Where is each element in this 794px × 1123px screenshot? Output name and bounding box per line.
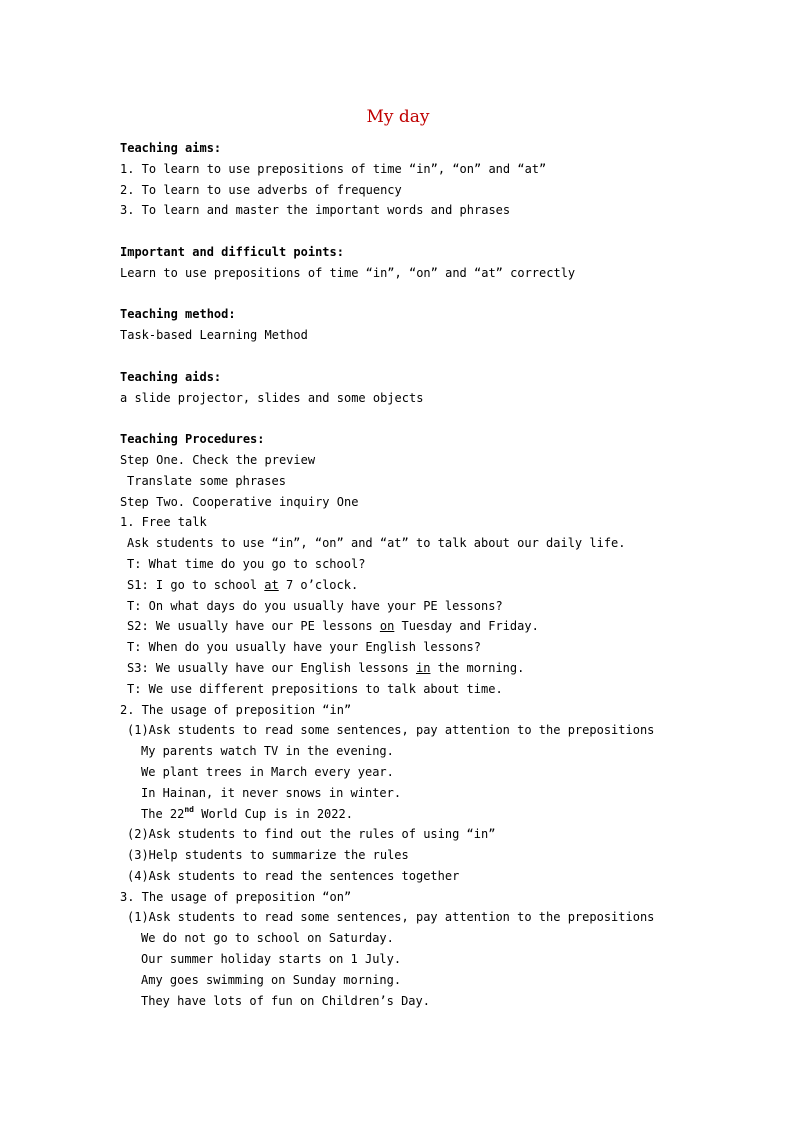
method-text: Task-based Learning Method (120, 328, 308, 343)
document-title: My day (366, 107, 430, 127)
usage-in-step: (4)Ask students to read the sentences together (127, 868, 460, 883)
dialogue-s2-underlined: on (379, 619, 395, 634)
usage-on-heading: 3. The usage of preposition “on” (120, 889, 352, 904)
procedures-heading: Teaching Procedures: (120, 432, 265, 447)
usage-in-step: (1)Ask students to read some sentences, pay attention to the prepositions (127, 723, 655, 738)
document-body (120, 138, 680, 1011)
dialogue-s3 (120, 658, 680, 679)
spacer (120, 284, 680, 305)
dialogue-t4: T: We use different prepositions to talk about time. (127, 681, 503, 696)
usage-on-step: (1)Ask students to read some sentences, pay attention to the prepositions (127, 910, 655, 925)
spacer (120, 408, 680, 429)
example-sentence: My parents watch TV in the evening. (141, 744, 394, 759)
example-sentence: We do not go to school on Saturday. (141, 931, 394, 946)
dialogue-s1-underlined: at (264, 577, 279, 592)
dialogue-s2-pre: S2: We usually have our PE lessons (127, 619, 380, 634)
example-sentence: Amy goes swimming on Sunday morning. (141, 972, 402, 987)
dialogue-s3-pre: S3: We usually have our English lessons (127, 660, 416, 675)
method-heading: Teaching method: (120, 307, 236, 322)
dialogue-t3: T: When do you usually have your English lessons? (127, 640, 482, 655)
points-text: Learn to use prepositions of time “in”, “on” and “at” correctly (120, 265, 576, 280)
ordinal-superscript: nd (184, 804, 194, 814)
example-sentence (120, 804, 680, 825)
dialogue-s1 (120, 575, 680, 596)
example-sentence: We plant trees in March every year. (141, 764, 394, 779)
aims-item: 3. To learn and master the important words and phrases (120, 203, 511, 218)
aids-text: a slide projector, slides and some objects (120, 390, 424, 405)
example-sentence: In Hainan, it never snows in winter. (141, 785, 402, 800)
example-sentence: They have lots of fun on Children’s Day. (141, 993, 430, 1008)
dialogue-t1: T: What time do you go to school? (127, 556, 366, 571)
aims-item: 1. To learn to use prepositions of time “in”, “on” and “at” (120, 161, 547, 176)
step-two: Step Two. Cooperative inquiry One (120, 494, 359, 509)
aids-heading: Teaching aids: (120, 369, 222, 384)
usage-in-heading: 2. The usage of preposition “in” (120, 702, 352, 717)
dialogue-s2 (120, 616, 680, 637)
example-sentence: Our summer holiday starts on 1 July. (141, 952, 402, 967)
dialogue-s3-underlined: in (415, 660, 431, 675)
dialogue-s2-post: Tuesday and Friday. (394, 619, 539, 634)
ask-line: Ask students to use “in”, “on” and “at” to talk about our daily life. (127, 536, 626, 551)
dialogue-s1-pre: S1: I go to school (127, 577, 265, 592)
usage-in-step: (2)Ask students to find out the rules of using “in” (127, 827, 496, 842)
usage-in-step: (3)Help students to summarize the rules (127, 848, 409, 863)
step-one: Step One. Check the preview (120, 452, 316, 467)
spacer (120, 346, 680, 367)
points-heading: Important and difficult points: (120, 244, 344, 259)
dialogue-t2: T: On what days do you usually have your PE lessons? (127, 598, 503, 613)
aims-heading: Teaching aims: (120, 141, 222, 155)
dialogue-s1-post: 7 o’clock. (278, 577, 359, 592)
aims-item: 2. To learn to use adverbs of frequency (120, 182, 402, 197)
dialogue-s3-post: the morning. (430, 660, 525, 675)
spacer (120, 221, 680, 242)
world-cup-post: World Cup is in 2022. (194, 806, 353, 821)
translate-line: Translate some phrases (127, 473, 286, 488)
world-cup-pre: The 22 (141, 806, 185, 821)
free-talk: 1. Free talk (120, 515, 207, 530)
